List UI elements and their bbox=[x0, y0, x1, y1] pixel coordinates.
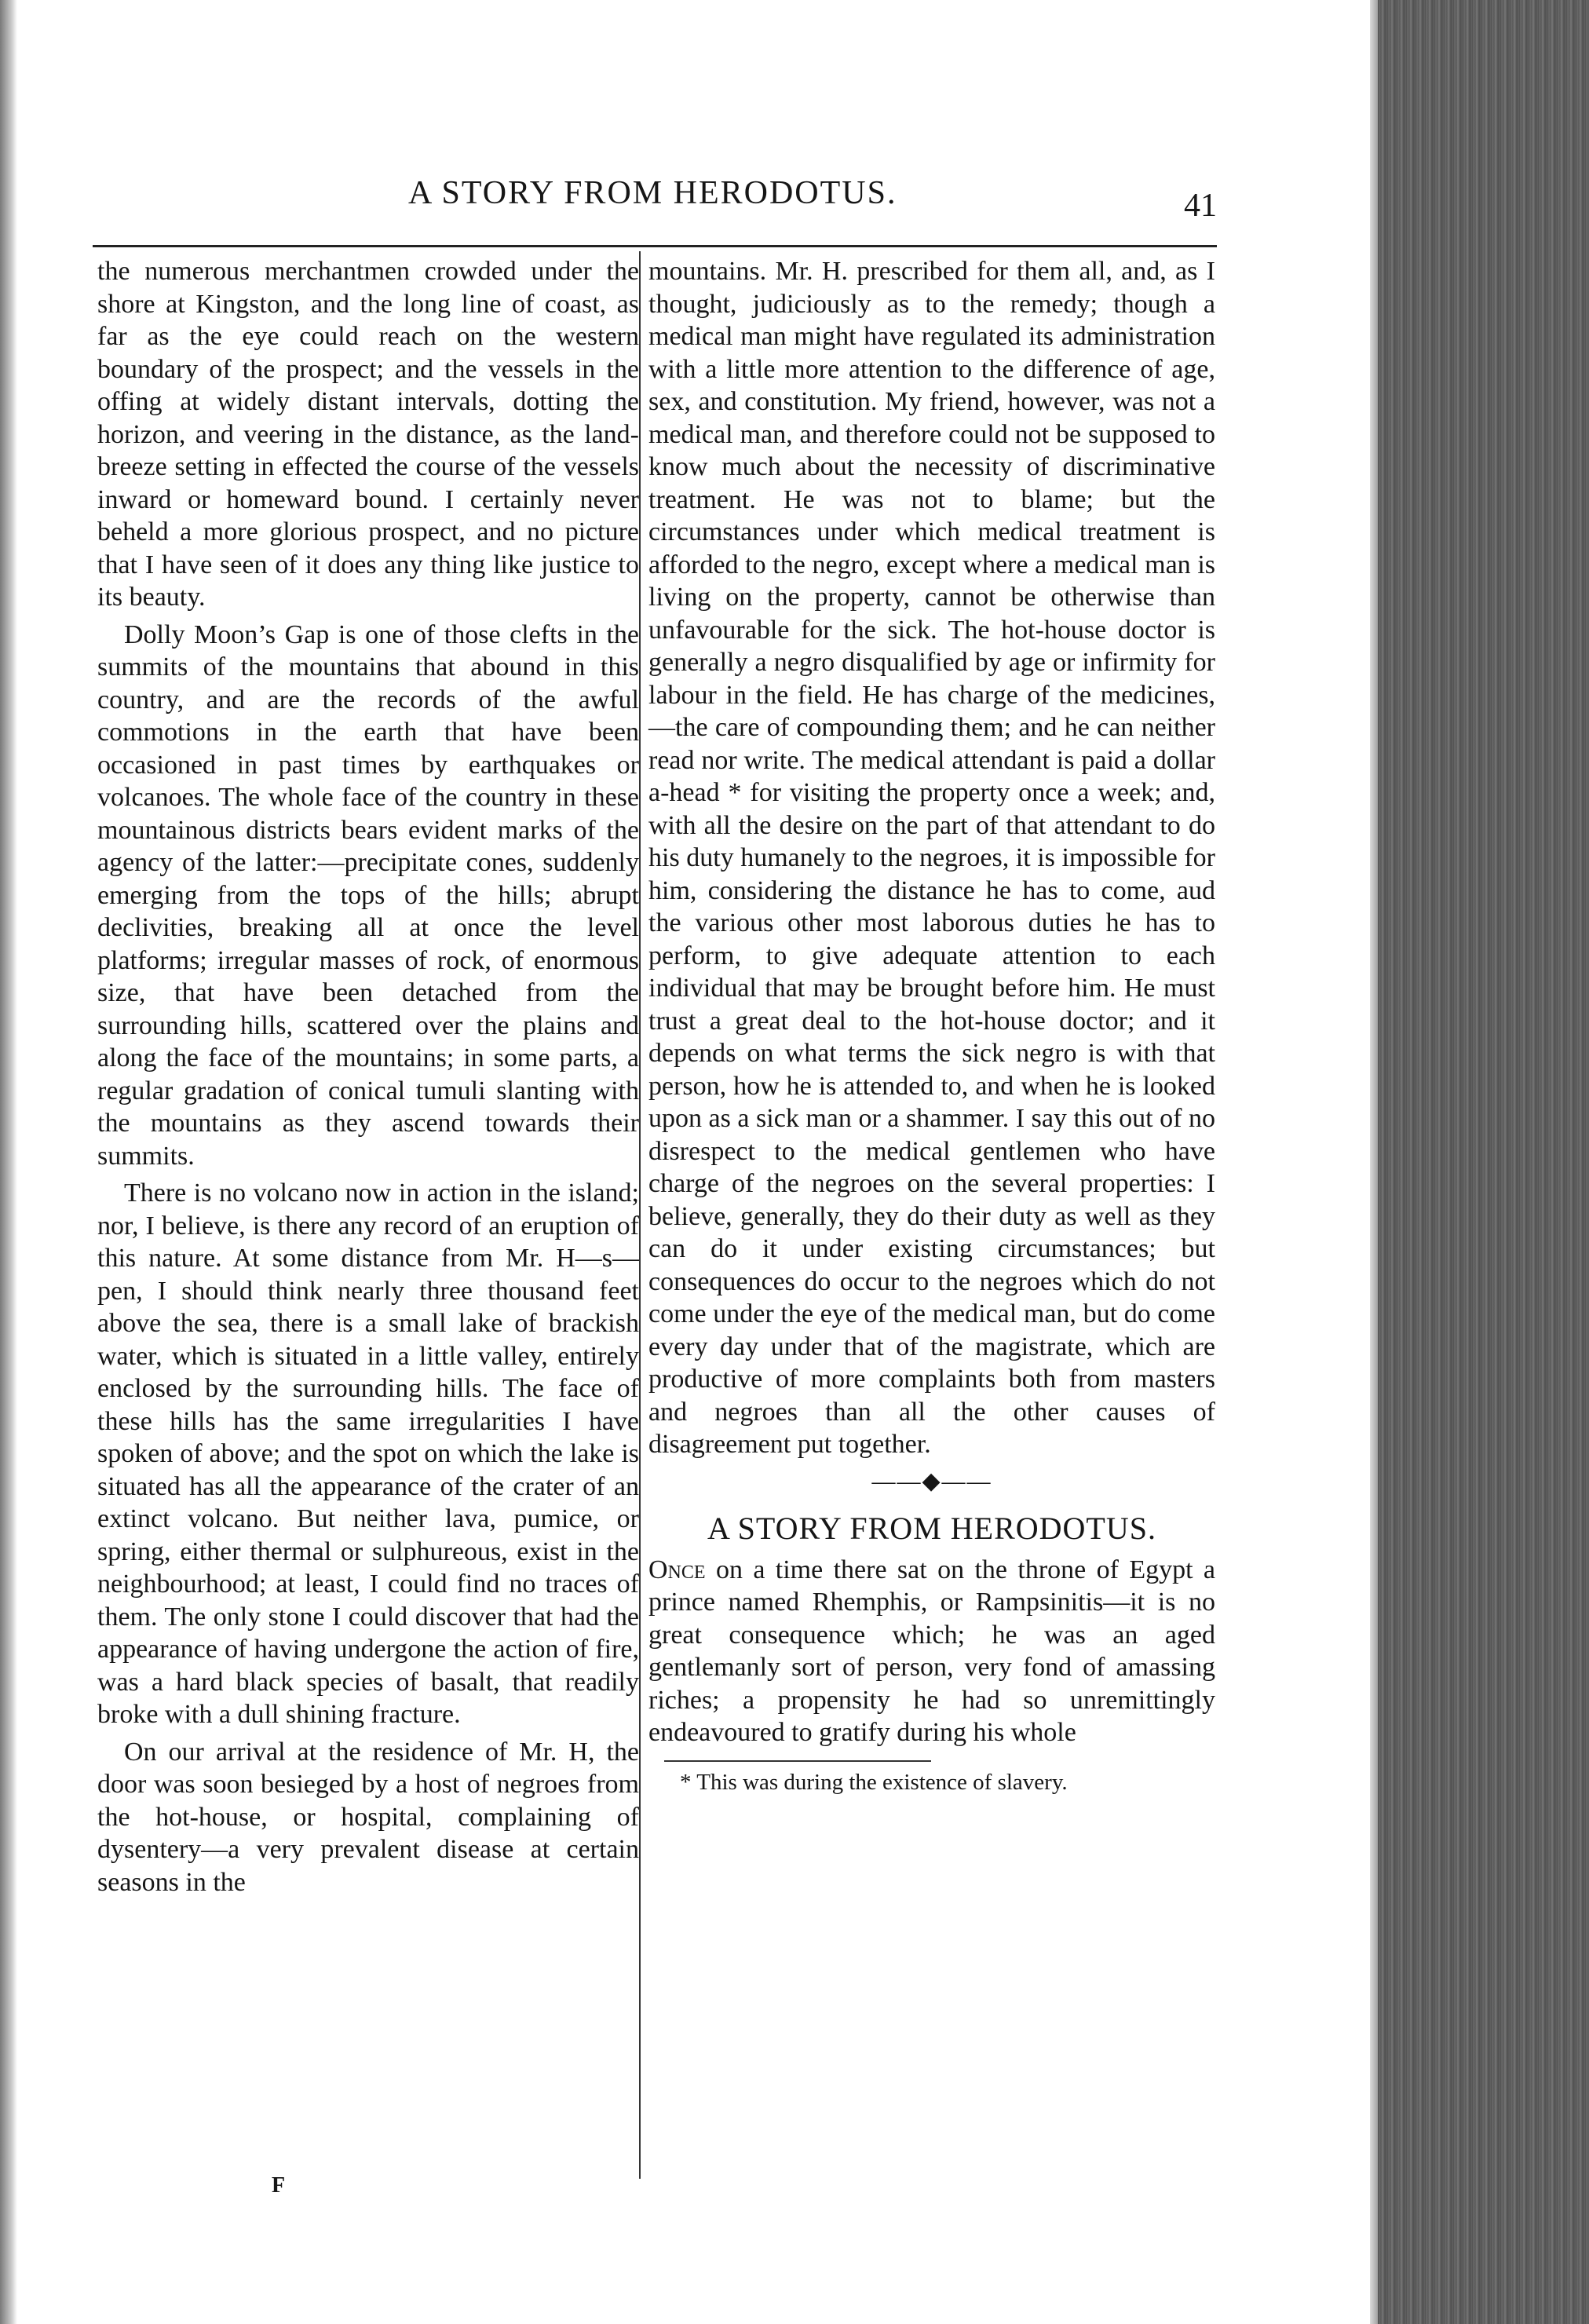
page-gutter-shadow bbox=[0, 0, 17, 2324]
section-title: A STORY FROM HERODOTUS. bbox=[707, 1510, 1156, 1546]
book-spine bbox=[1378, 0, 1589, 2324]
paragraph: Dolly Moon’s Gap is one of those clefts in the summits of the mountains that abound in this country, and are the records of the awful commotions in the earth that have been occasioned in past times by earthquakes or volcanoes. The whole face of the country in these mountainous districts bears evident marks of the agency of the latter:—precipitate cones, suddenly emerging from the tops of the hills; abrupt declivities, breaking all at once the level platforms; irregular masses of rock, of enormous size, that have been detached from the surrounding hills, scattered over the plains and along the face of the mountains; in some parts, a regular gradation of conical tumuli slanting with the mountains as they ascend towards their summits. bbox=[97, 619, 639, 1171]
paragraph: On our arrival at the residence of Mr. H, the door was soon besieged by a host of negroes from the hot-house, or hospital, complaining of dysentery—a very prevalent disease at certain seasons in the bbox=[97, 1737, 639, 1897]
header-rule bbox=[93, 245, 1217, 247]
drop-word: Once bbox=[648, 1555, 706, 1584]
signature-mark: F bbox=[272, 2173, 286, 2198]
running-head: A STORY FROM HERODOTUS. bbox=[408, 175, 897, 211]
paragraph: the numerous merchantmen crowded under the shore at Kingston, and the long line of coast, as far as the eye could reach on the western boundary of the prospect; and the vessels in the offing at widely distant intervals, dotting the horizon, and veering in the distance, as the land-breeze setting in effected the course of the vessels inward or homeward bound. I certainly never beheld a more glorious prospect, and no picture that I have seen of it does any thing like justice to its beauty. bbox=[97, 257, 639, 612]
paragraph: mountains. Mr. H. prescribed for them all, and, as I thought, judiciously as to the remedy; though a medical man might have regulated its administration with a little more attention to the difference of age, sex, and constitution. My friend, however, was not a medical man, and therefore could not be supposed to know much about the necessity of discriminative treatment. He was not to blame; but the circumstances under which medical treatment is afforded to the negro, except where a medical man is living on the property, cannot be otherwise than unfavourable for the sick. The hot-house doctor is generally a negro disqualified by age or infirmity for labour in the field. He has charge of the medicines,—the care of compounding them; and he can neither read nor write. The medical attendant is paid a dollar a-head * for visiting the property once a week; and, with all the desire on the part of that attendant to do his duty humanely to the negroes, it is impossible for him, considering the distance he has to come, aud the various other most laborous duties he has to perform, to give adequate attention to each individual that may be brought before him. He must trust a great deal to the hot-house doctor; and it depends on what terms the sick negro is with that person, how he is attended to, and when he is looked upon as a sick man or a shammer. I say this out of no disrespect to the medical gentlemen who have charge of the negroes on the several properties: I believe, generally, they do their duty as well as they can do it under existing circumstances; but consequences do occur to the negroes which do not come under the eye of the medical man, but do come every day under that of the magistrate, which are productive of more complaints both from masters and negroes than all the other causes of disagreement put together. bbox=[648, 257, 1215, 1459]
paragraph: There is no volcano now in action in the island; nor, I believe, is there any record of an eruption of this nature. At some distance from Mr. H—s—pen, I should think nearly three thousand feet above the sea, there is a small lake of brackish water, which is situated in a little valley, entirely enclosed by the surrounding hills. The face of these hills has the same irregularities I have spoken of above; and the spot on which the lake is situated has all the appearance of the crater of an extinct volcano. But neither lava, pumice, or spring, either thermal or sulphureous, exist in the neighbourhood; at least, I could find no traces of them. The only stone I could discover that had the appearance of having undergone the action of fire, was a hard black species of basalt, that readily broke with a dull shining fracture. bbox=[97, 1178, 639, 1729]
right-column bbox=[648, 255, 1215, 1796]
footnote: * This was during the existence of slavery. bbox=[680, 1769, 1068, 1795]
left-column bbox=[97, 255, 639, 1903]
page-number: 41 bbox=[1184, 188, 1217, 224]
section-ornament: ——◆—— bbox=[871, 1467, 992, 1494]
column-divider bbox=[639, 251, 641, 2179]
story-text: on a time there sat on the throne of Egypt a prince named Rhemphis, or Rampsinitis—it is no great consequence which; he was an aged gentlemanly sort of person, very fond of amassing riches; a propensity he had so unremittingly endeavoured to gratify during his whole bbox=[648, 1555, 1215, 1747]
story-opening bbox=[648, 1554, 1215, 1749]
footnote-rule bbox=[664, 1760, 931, 1762]
